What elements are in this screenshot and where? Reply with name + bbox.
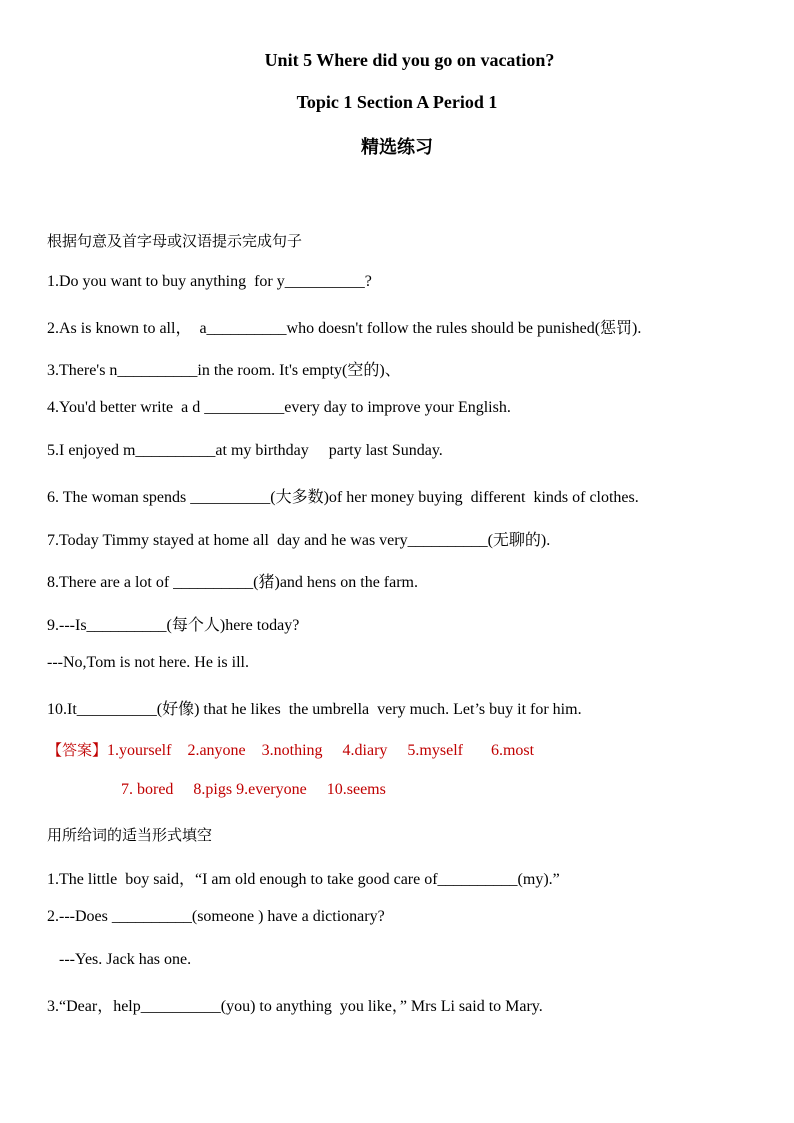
unit-title: Unit 5 Where did you go on vacation?: [264, 50, 555, 70]
answer-line-1: 1.yourself 2.anyone 3.nothing 4.diary 5.myself 6.most: [107, 742, 535, 759]
answer-tag: 【答案】: [47, 741, 108, 759]
exercise-item: ---No,Tom is not here. He is ill.: [47, 654, 249, 671]
exercise-item: 3.“Dear，help__________(you) to anything you like，” Mrs Li said to Mary.: [47, 998, 543, 1015]
exercise-item: 8.There are a lot of __________(猪)and hens on the farm.: [47, 574, 418, 591]
answer-line-2: 7. bored 8.pigs 9.everyone 10.seems: [121, 781, 386, 798]
exercise-item: 4.You'd better write a d __________every day to improve your English.: [47, 399, 511, 416]
exercise-item: 10.It__________(好像) that he likes the umbrella very much. Let’s buy it for him.: [47, 701, 582, 718]
section2-heading: 用所给词的适当形式填空: [47, 826, 213, 844]
exercise-item: 6. The woman spends __________(大多数)of her money buying different kinds of clothes.: [47, 489, 639, 506]
section1-heading: 根据句意及首字母或汉语提示完成句子: [47, 232, 303, 250]
exercise-item: 2.---Does __________(someone ) have a dictionary?: [47, 908, 385, 925]
answer-key: [47, 739, 534, 760]
exercise-item: 3.There's n__________in the room. It's empty(空的)、: [47, 362, 401, 379]
exercise-item: 1.The little boy said，“I am old enough to take good care of__________(my).”: [47, 871, 560, 888]
exercise-item: 5.I enjoyed m__________at my birthday party last Sunday.: [47, 442, 443, 459]
exercise-item: 9.---Is__________(每个人)here today?: [47, 617, 300, 634]
exercise-item: 7.Today Timmy stayed at home all day and he was very__________(无聊的).: [47, 532, 551, 549]
exercise-item: 1.Do you want to buy anything for y__________?: [47, 273, 372, 290]
subtitle: 精选练习: [361, 137, 433, 158]
exercise-item: 2.As is known to all， a__________who doesn't follow the rules should be punished(惩罚).: [47, 320, 642, 337]
topic-line: Topic 1 Section A Period 1: [296, 92, 498, 112]
exercise-item: ---Yes. Jack has one.: [47, 951, 192, 968]
